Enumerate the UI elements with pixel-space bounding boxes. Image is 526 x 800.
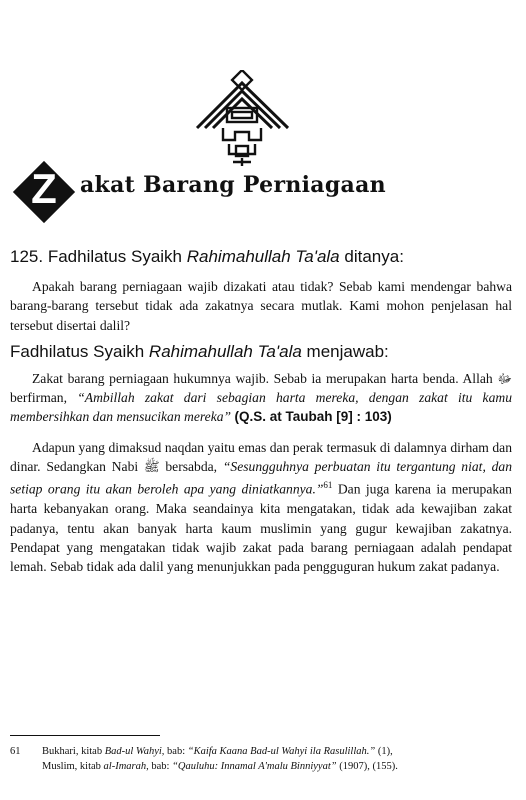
para1-text2: berfirman, [10, 390, 67, 406]
footnote-book: Bad-ul Wahyi, [104, 746, 165, 757]
answer-suffix: menjawab: [306, 341, 389, 361]
quran-quote: “Ambillah zakat dari sebagian harta mereka, dengan zakat itu kamu membersihkan dan mensucikan mereka” [10, 390, 512, 425]
answer-heading [10, 342, 512, 362]
footnote [10, 744, 510, 774]
saw-symbol: ﷺ [143, 459, 160, 475]
footnote-marker[interactable]: 61 [323, 480, 333, 491]
question-number: 125. [10, 247, 44, 266]
footnote-text: Muslim, kitab [42, 761, 101, 772]
footnote-chapter: “Kaifa Kaana Bad-ul Wahyi ila Rasulillah.” [187, 746, 376, 757]
answer-prefix: Fadhilatus Syaikh [10, 341, 145, 361]
question-heading [10, 247, 512, 267]
question-honorific: Rahimahullah Ta'ala [186, 247, 340, 266]
main-content [10, 247, 512, 576]
footnote-number: 61 [10, 746, 21, 757]
chapter-initial-badge [12, 160, 76, 224]
footnote-chapter: “Qauluhu: Innamal A'malu Binniyyat” [172, 761, 337, 772]
paragraph-1 [10, 369, 512, 427]
footnote-text: bab: [167, 746, 186, 757]
footnote-line-2 [42, 759, 510, 774]
question-prefix: Fadhilatus Syaikh [47, 247, 183, 266]
para1-text: Zakat barang perniagaan hukumnya wajib. Sebab ia merupakan harta benda. Allah [32, 370, 493, 386]
para2-text2: bersabda, [165, 459, 218, 475]
footnote-text: bab: [151, 761, 170, 772]
chapter-title: akat Barang Perniagaan [80, 172, 386, 198]
footnote-divider [10, 735, 160, 736]
paragraph-2 [10, 438, 512, 577]
decorative-ornament [195, 70, 290, 170]
footnote-book: al-Imarah, [103, 761, 149, 772]
question-suffix: ditanya: [344, 247, 404, 266]
footnote-number-ref: (1907), (155). [339, 761, 398, 772]
question-text: Apakah barang perniagaan wajib dizakati atau tidak? Sebab kami mendengar bahwa barang-barang tersebut tidak ada zakatnya secara mutlak. Kami mohon penjelasan hal tersebut disertai dalil? [10, 279, 512, 333]
hadith-quote: “Sesungguhnya perbuatan itu tergantung niat, dan setiap orang itu akan beroleh apa yang diniatkannya.” [10, 459, 512, 497]
quran-reference: (Q.S. at Taubah [9] : 103) [234, 409, 392, 425]
para2-text: Adapun yang dimaksud naqdan yaitu emas dan perak termasuk di dalamnya dirham dan dinar. Sedangkan Nabi [10, 439, 512, 475]
footnote-text: Bukhari, kitab [42, 746, 103, 757]
para2-text3: Dan juga karena ia merupakan harta kebanyakan orang. Maka seandainya kita mengatakan, tidak ada kewajiban zakat padanya, tentu akan banyak harta kaum muslimin yang gugur kewajiban zakatnya. Pendapat yang mengatakan tidak wajib zakat pada barang perniagaan adalah pendapat lemah. Sebab tidak ada dalil yang menunjukkan pada pengguguran hukum zakat padanya. [10, 481, 512, 575]
footnote-line-1 [42, 744, 510, 759]
chapter-initial-letter: Z [31, 165, 57, 212]
footnote-number-ref: (1), [377, 746, 393, 757]
answer-honorific: Rahimahullah Ta'ala [148, 341, 302, 361]
swt-symbol: ﷻ [497, 370, 512, 386]
